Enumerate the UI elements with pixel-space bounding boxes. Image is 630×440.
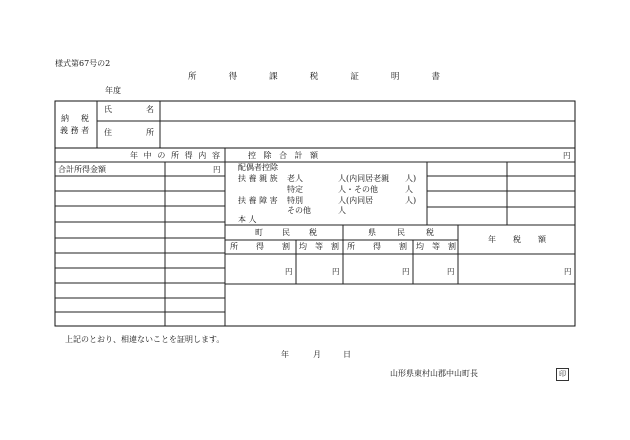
label-char: 住 <box>104 128 112 137</box>
title-char: 得 <box>228 72 238 82</box>
header-char: 額 <box>538 235 546 244</box>
date-day: 日 <box>343 350 351 359</box>
special-label: 特別 <box>287 196 303 205</box>
header-char: 割 <box>448 242 456 251</box>
header-char: 得 <box>256 242 264 251</box>
specific-count-label: 人・その他 <box>338 185 378 194</box>
town-per-capita-yen: 円 <box>332 267 340 276</box>
taxpayer-label-line1 <box>61 115 89 123</box>
header-char: 等 <box>432 242 440 251</box>
pref-per-capita-header <box>416 243 456 251</box>
name-field[interactable] <box>164 104 572 119</box>
total-income-yen: 円 <box>213 165 221 174</box>
title-char: 税 <box>309 72 319 82</box>
title-char: 明 <box>390 72 400 82</box>
header-char: 得 <box>184 151 193 160</box>
issuer-name: 山形県東村山郡中山町長 <box>390 369 478 378</box>
header-char: 民 <box>397 228 405 237</box>
header-char: 年 <box>130 151 138 160</box>
label-char: 名 <box>146 105 154 114</box>
spouse-deduction-label: 配偶者控除 <box>238 163 278 172</box>
header-char: 年 <box>488 235 496 244</box>
title-char: 課 <box>269 72 278 82</box>
prefecture-tax-header <box>368 229 434 237</box>
header-char: 税 <box>426 228 434 237</box>
header-char: 所 <box>347 242 355 251</box>
header-char: 内 <box>198 151 207 160</box>
town-tax-header <box>255 229 317 237</box>
pref-income-levy-header <box>347 243 407 251</box>
header-char: 割 <box>399 242 407 251</box>
header-char: 容 <box>211 151 220 160</box>
title-char: 証 <box>350 72 359 82</box>
header-char: 町 <box>255 228 263 237</box>
header-char: 民 <box>282 228 290 237</box>
income-header <box>130 152 220 160</box>
header-char: 合 <box>279 151 287 160</box>
official-seal: 印 <box>556 368 569 381</box>
self-label: 本 人 <box>238 215 257 224</box>
header-char: 所 <box>230 242 238 251</box>
annual-tax-header <box>488 236 546 244</box>
header-char: 所 <box>170 151 179 160</box>
pref-per-capita-yen: 円 <box>447 267 455 276</box>
header-char: 割 <box>282 242 290 251</box>
title-char: 所 <box>188 72 197 82</box>
title-char: 書 <box>431 72 440 82</box>
address-label <box>104 129 154 137</box>
elderly-close-label: 人) <box>405 174 417 183</box>
date-year: 年 <box>281 350 289 359</box>
town-per-capita-header <box>299 243 339 251</box>
header-char: の <box>157 151 166 160</box>
header-char: 計 <box>294 151 303 160</box>
disability-label: 扶 養 障 害 <box>238 196 278 205</box>
header-char: 均 <box>416 242 424 251</box>
address-field[interactable] <box>164 124 572 146</box>
elderly-count-label: 人(内同居老親 <box>338 174 390 183</box>
name-label <box>104 106 154 114</box>
deduction-total-yen: 円 <box>563 151 571 160</box>
header-char: 控 <box>248 151 256 160</box>
header-char: 均 <box>299 242 307 251</box>
dependents-label: 扶 養 親 族 <box>238 174 278 183</box>
header-char: 得 <box>373 242 381 251</box>
pref-income-levy-yen: 円 <box>402 267 410 276</box>
certification-text: 上記のとおり、相違ないことを証明します。 <box>65 335 225 344</box>
label-char: 氏 <box>104 105 112 114</box>
header-char: 税 <box>513 235 521 244</box>
taxpayer-label-line2: 義 務 者 <box>60 126 90 135</box>
fiscal-year-label: 年度 <box>105 86 121 95</box>
special-close-label: 人) <box>405 196 417 205</box>
other-count-label: 人 <box>338 206 346 215</box>
deduction-header <box>248 152 318 160</box>
total-income-label: 合計所得金額 <box>58 165 106 174</box>
page-title <box>188 73 440 82</box>
form-number: 様式第67号の2 <box>55 59 111 68</box>
town-income-levy-yen: 円 <box>285 267 293 276</box>
header-char: 税 <box>309 228 317 237</box>
header-char: 額 <box>310 151 318 160</box>
specific-close-label: 人 <box>405 185 413 194</box>
special-count-label: 人(内同居 <box>338 196 374 205</box>
elderly-label: 老人 <box>287 174 303 183</box>
annual-tax-yen: 円 <box>564 267 572 276</box>
header-char: 除 <box>263 151 272 160</box>
header-char: 等 <box>315 242 323 251</box>
other-label: その他 <box>287 206 311 215</box>
town-income-levy-header <box>230 243 290 251</box>
date-month: 月 <box>313 350 321 359</box>
header-char: 中 <box>143 151 152 160</box>
label-char: 所 <box>146 128 154 137</box>
specific-label: 特定 <box>287 185 303 194</box>
header-char: 割 <box>331 242 339 251</box>
label-char: 納 <box>61 114 69 123</box>
label-char: 税 <box>81 114 89 123</box>
header-char: 県 <box>368 228 376 237</box>
